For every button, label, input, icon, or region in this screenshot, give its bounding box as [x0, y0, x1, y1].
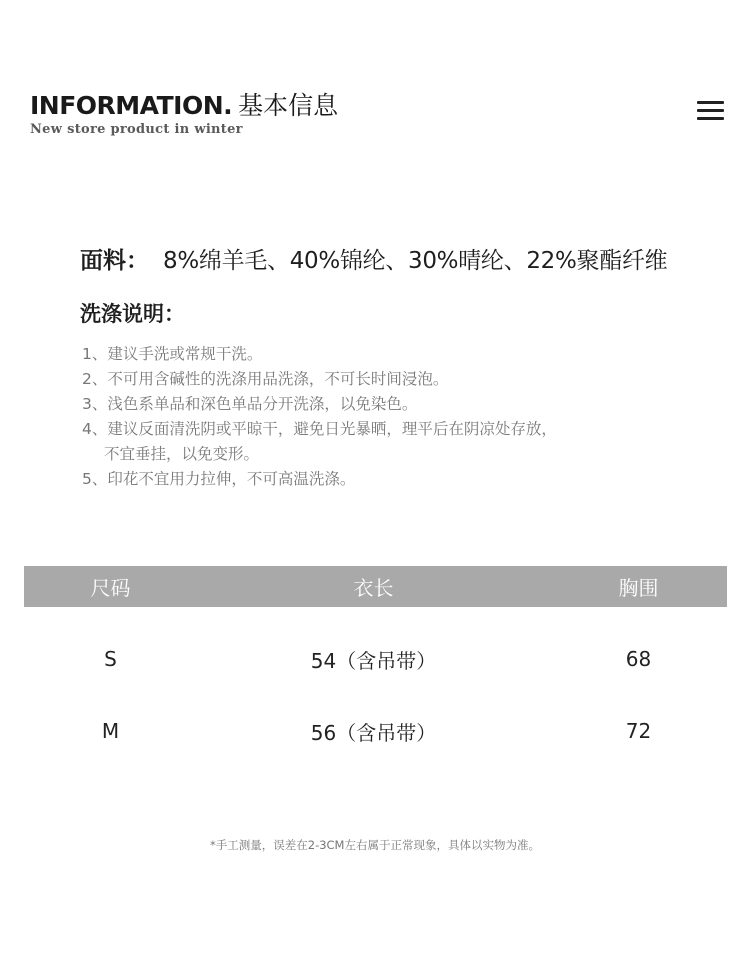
fabric-value: 8%绵羊毛、40%锦纶、30%晴纶、22%聚酯纤维 [163, 248, 668, 274]
cell-chest: 72 [625, 719, 652, 743]
header-length: 衣长 [197, 566, 550, 607]
table-row [24, 607, 727, 680]
menu-bar-bottom [697, 117, 724, 120]
wash-item: 3、浅色系单品和深色单品分开洗涤，以免染色。 [82, 395, 418, 413]
wash-item: 1、建议手洗或常规干洗。 [82, 345, 263, 363]
measurement-note: *手工测量，误差在2-3CM左右属于正常现象，具体以实物为准。 [210, 838, 540, 852]
title-english: INFORMATION. [30, 91, 233, 120]
page-subtitle: New store product in winter [30, 122, 243, 137]
cell-length: 56（含吊带） [310, 720, 437, 745]
wash-item: 4、建议反面清洗阴或平晾干，避免日光暴晒，理平后在阴凉处存放， [82, 420, 557, 438]
cell-chest: 68 [625, 647, 652, 671]
wash-item: 2、不可用含碱性的洗涤用品洗涤，不可长时间浸泡。 [82, 370, 449, 388]
menu-bar-top [697, 101, 724, 104]
header-chest: 胸围 [550, 566, 727, 607]
title-chinese: 基本信息 [238, 91, 339, 120]
fabric-composition [80, 242, 667, 275]
table-row [24, 680, 727, 752]
header-size: 尺码 [24, 566, 197, 607]
menu-bar-middle [697, 109, 724, 112]
size-table-header-row [24, 566, 727, 607]
cell-size: M [101, 719, 120, 743]
size-table [24, 566, 727, 752]
hamburger-menu-icon[interactable] [697, 101, 724, 120]
wash-instructions-list [82, 342, 557, 492]
wash-item: 5、印花不宜用力拉伸，不可高温洗涤。 [82, 470, 356, 488]
cell-length: 54（含吊带） [310, 648, 437, 673]
page-header [30, 86, 338, 137]
fabric-label: 面料： [80, 248, 149, 274]
wash-instructions-title: 洗涤说明： [80, 302, 185, 326]
wash-item-continuation: 不宜垂挂，以免变形。 [104, 445, 260, 463]
cell-size: S [104, 647, 117, 671]
page-title [30, 86, 338, 122]
